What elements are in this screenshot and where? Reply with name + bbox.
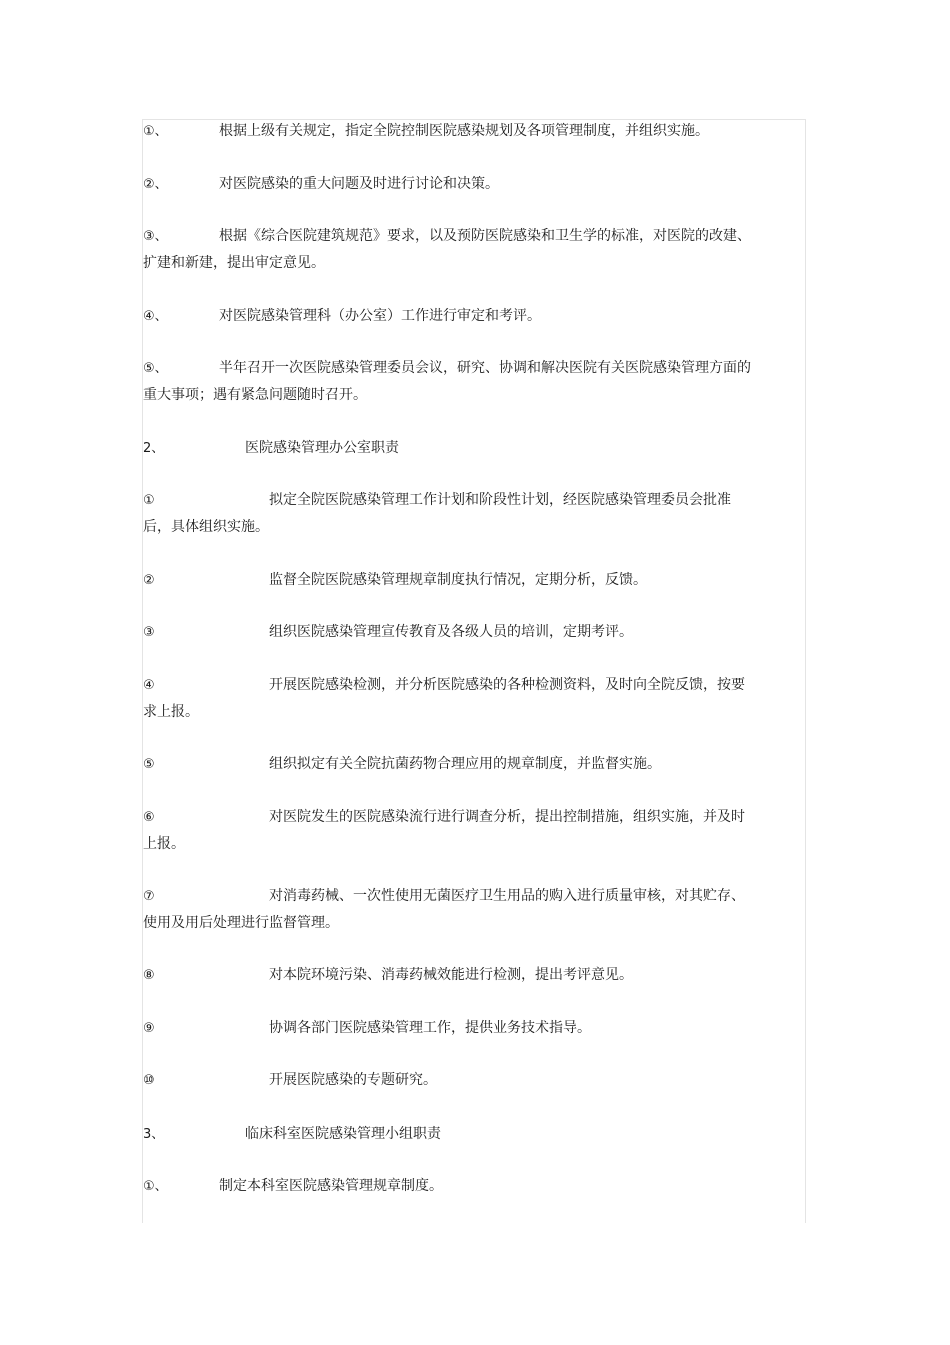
office-duty-8 [143, 962, 753, 989]
section-number: 3、 [143, 1127, 165, 1142]
item-number: ① [143, 493, 155, 508]
office-duty-1 [143, 487, 753, 541]
committee-duty-2 [143, 171, 753, 198]
office-duty-7 [143, 883, 753, 937]
item-text: 开展医院感染检测，并分析医院感染的各种检测资料，及时向全院反馈，按要求上报。 [143, 677, 745, 720]
item-text: 组织拟定有关全院抗菌药物合理应用的规章制度，并监督实施。 [269, 756, 661, 772]
item-number: ⑦ [143, 889, 155, 904]
item-text: 半年召开一次医院感染管理委员会议，研究、协调和解决医院有关医院感染管理方面的重大事项；遇有紧急问题随时召开。 [143, 360, 751, 403]
page-frame [142, 119, 806, 1223]
item-text: 对本院环境污染、消毒药械效能进行检测，提出考评意见。 [269, 967, 633, 983]
item-number: ⑤、 [143, 361, 168, 376]
item-number: ②、 [143, 177, 168, 192]
item-number: ④、 [143, 309, 168, 324]
item-number: ⑨ [143, 1021, 155, 1036]
committee-duty-4 [143, 303, 753, 330]
item-number: ③、 [143, 229, 168, 244]
item-text: 对医院感染管理科（办公室）工作进行审定和考评。 [219, 308, 541, 324]
item-number: ③ [143, 625, 155, 640]
section-heading-clinical [143, 1121, 753, 1148]
section-number: 2、 [143, 441, 165, 456]
section-title: 临床科室医院感染管理小组职责 [245, 1126, 441, 1142]
committee-duty-3 [143, 223, 753, 277]
item-number: ④ [143, 678, 155, 693]
office-duty-5 [143, 751, 753, 778]
office-duty-4 [143, 672, 753, 726]
item-text: 制定本科室医院感染管理规章制度。 [219, 1178, 443, 1194]
office-duty-2 [143, 567, 753, 594]
item-number: ⑧ [143, 968, 155, 983]
item-text: 开展医院感染的专题研究。 [269, 1072, 437, 1088]
item-number: ①、 [143, 1179, 168, 1194]
office-duty-3 [143, 619, 753, 646]
item-number: ⑤ [143, 757, 155, 772]
office-duty-6 [143, 804, 753, 858]
section-title: 医院感染管理办公室职责 [245, 440, 399, 456]
item-text: 监督全院医院感染管理规章制度执行情况，定期分析，反馈。 [269, 572, 647, 588]
item-text: 对医院感染的重大问题及时进行讨论和决策。 [219, 176, 499, 192]
section-heading-office [143, 435, 753, 462]
item-text: 对消毒药械、一次性使用无菌医疗卫生用品的购入进行质量审核，对其贮存、使用及用后处理进行监督管理。 [143, 888, 745, 931]
clinical-duty-1 [143, 1173, 753, 1200]
item-text: 组织医院感染管理宣传教育及各级人员的培训，定期考评。 [269, 624, 633, 640]
item-number: ⑩ [143, 1073, 155, 1088]
item-text: 对医院发生的医院感染流行进行调查分析，提出控制措施，组织实施，并及时上报。 [143, 809, 745, 852]
item-text: 协调各部门医院感染管理工作，提供业务技术指导。 [269, 1020, 591, 1036]
committee-duty-1 [143, 118, 753, 145]
item-number: ⑥ [143, 810, 155, 825]
committee-duty-5 [143, 355, 753, 409]
item-text: 拟定全院医院感染管理工作计划和阶段性计划，经医院感染管理委员会批准后，具体组织实施。 [143, 492, 731, 535]
item-text: 根据《综合医院建筑规范》要求，以及预防医院感染和卫生学的标准，对医院的改建、扩建和新建，提出审定意见。 [143, 228, 751, 271]
office-duty-10 [143, 1067, 753, 1094]
item-number: ② [143, 573, 155, 588]
item-number: ①、 [143, 124, 168, 139]
office-duty-9 [143, 1015, 753, 1042]
item-text: 根据上级有关规定，指定全院控制医院感染规划及各项管理制度，并组织实施。 [219, 123, 709, 139]
